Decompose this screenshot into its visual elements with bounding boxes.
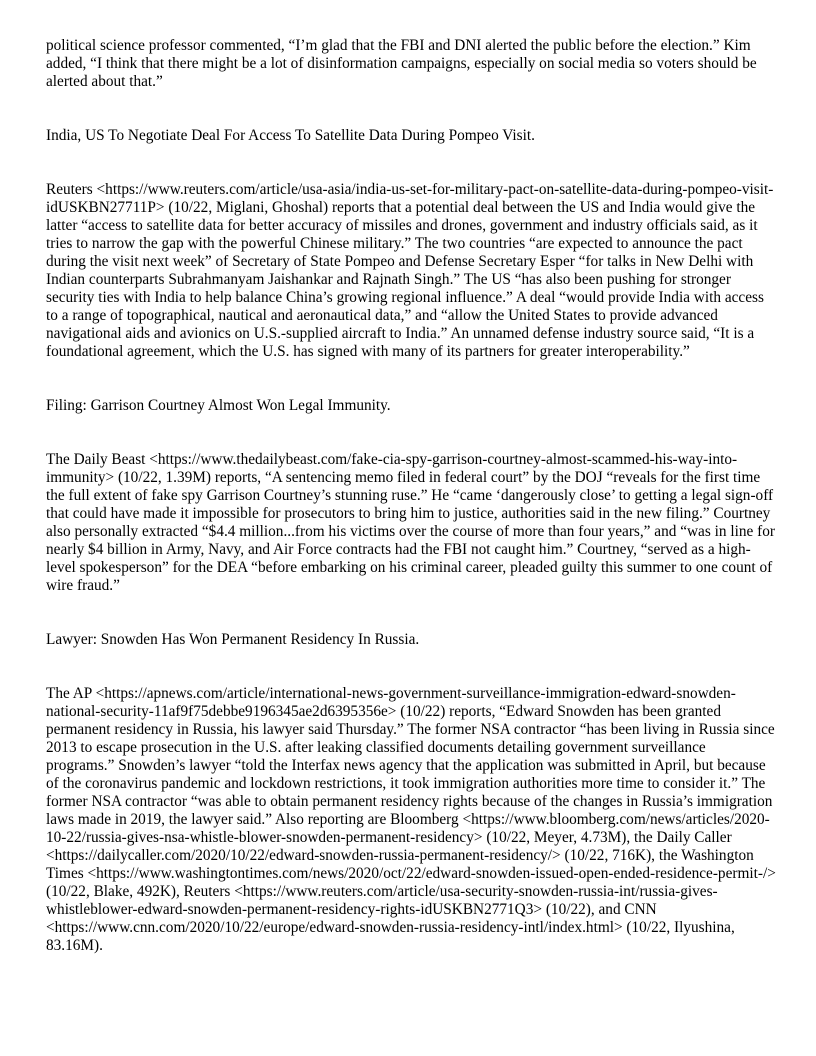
spacer xyxy=(46,361,776,397)
intro-paragraph: political science professor commented, “I’m glad that the FBI and DNI alerted the public before the election.” Kim added, “I think that there might be a lot of disinformation campaigns, especially on social media so voters should be alerted about that.” xyxy=(46,37,757,90)
spacer xyxy=(46,415,776,451)
article-body-snowden-residency: The AP <https://apnews.com/article/international-news-government-surveillance-immigration-edward-snowden-national-security-11af9f75debbe9196345ae2d6395356e> (10/22) reports, “Edward Snowden has been granted permanent residency in Russia, his lawyer said Thursday.” The former NSA contractor “has been living in Russia since 2013 to escape prosecution in the U.S. after leaking classified documents detailing government surveillance programs.” Snowden’s lawyer “told the Interfax news agency that the application was submitted in April, but because of the coronavirus pandemic and lockdown restrictions, it took immigration authorities more time to consider it.” The former NSA contractor “was able to obtain permanent residency rights because of the changes in Russia’s immigration laws made in 2019, the lawyer said.” Also reporting are Bloomberg <https://www.bloomberg.com/news/articles/2020-10-22/russia-gives-nsa-whistle-blower-snowden-permanent-residency> (10/22, Meyer, 4.73M), the Daily Caller <https://dailycaller.com/2020/10/22/edward-snowden-russia-permanent-residency/> (10/22, 716K), the Washington Times <https://www.washingtontimes.com/news/2020/oct/22/edward-snowden-issued-open-ended-residence-permit-/> (10/22, Blake, 492K), Reuters <https://www.reuters.com/article/usa-security-snowden-russia-int/russia-gives-whistleblower-edward-snowden-permanent-residency-rights-idUSKBN2771Q3> (10/22), and CNN <https://www.cnn.com/2020/10/22/europe/edward-snowden-russia-residency-intl/index.html> (10/22, Ilyushina, 83.16M). xyxy=(46,685,776,954)
headline-snowden-residency: Lawyer: Snowden Has Won Permanent Residency In Russia. xyxy=(46,631,420,648)
spacer xyxy=(46,649,776,685)
spacer xyxy=(46,595,776,631)
headline-garrison-courtney: Filing: Garrison Courtney Almost Won Legal Immunity. xyxy=(46,397,391,414)
article-body-india-satellite: Reuters <https://www.reuters.com/article/usa-asia/india-us-set-for-military-pact-on-satellite-data-during-pompeo-visit-idUSKBN27711P> (10/22, Miglani, Ghoshal) reports that a potential deal between the US and India would give the latter “access to satellite data for better accuracy of missiles and drones, government and industry officials said, as it tries to narrow the gap with the powerful Chinese military.” The two countries “are expected to announce the pact during the visit next week” of Secretary of State Pompeo and Defense Secretary Esper “for talks in New Delhi with Indian counterparts Subrahmanyam Jaishankar and Rajnath Singh.” The US “has also been pushing for stronger security ties with India to help balance China’s growing regional influence.” A deal “would provide India with access to a range of topographical, nautical and aeronautical data,” and “allow the United States to provide advanced navigational aids and avionics on U.S.-supplied aircraft to India.” An unnamed defense industry source said, “It is a foundational agreement, which the U.S. has signed with many of its partners for greater interoperability.” xyxy=(46,181,774,360)
headline-india-satellite: India, US To Negotiate Deal For Access To Satellite Data During Pompeo Visit. xyxy=(46,127,535,144)
spacer xyxy=(46,145,776,181)
spacer xyxy=(46,91,776,127)
document-page xyxy=(46,37,776,955)
article-body-garrison-courtney: The Daily Beast <https://www.thedailybeast.com/fake-cia-spy-garrison-courtney-almost-scammed-his-way-into-immunity> (10/22, 1.39M) reports, “A sentencing memo filed in federal court” by the DOJ “reveals for the first time the full extent of fake spy Garrison Courtney’s stunning ruse.” He “came ‘dangerously close’ to getting a legal sign-off that could have made it impossible for prosecutors to bring him to justice, authorities said in the new filing.” Courtney also personally extracted “$4.4 million...from his victims over the course of more than four years,” and “was in line for nearly $4 billion in Army, Navy, and Air Force contracts had the FBI not caught him.” Courtney, “served as a high-level spokesperson” for the DEA “before embarking on his criminal career, pleaded guilty this summer to one count of wire fraud.” xyxy=(46,451,775,594)
